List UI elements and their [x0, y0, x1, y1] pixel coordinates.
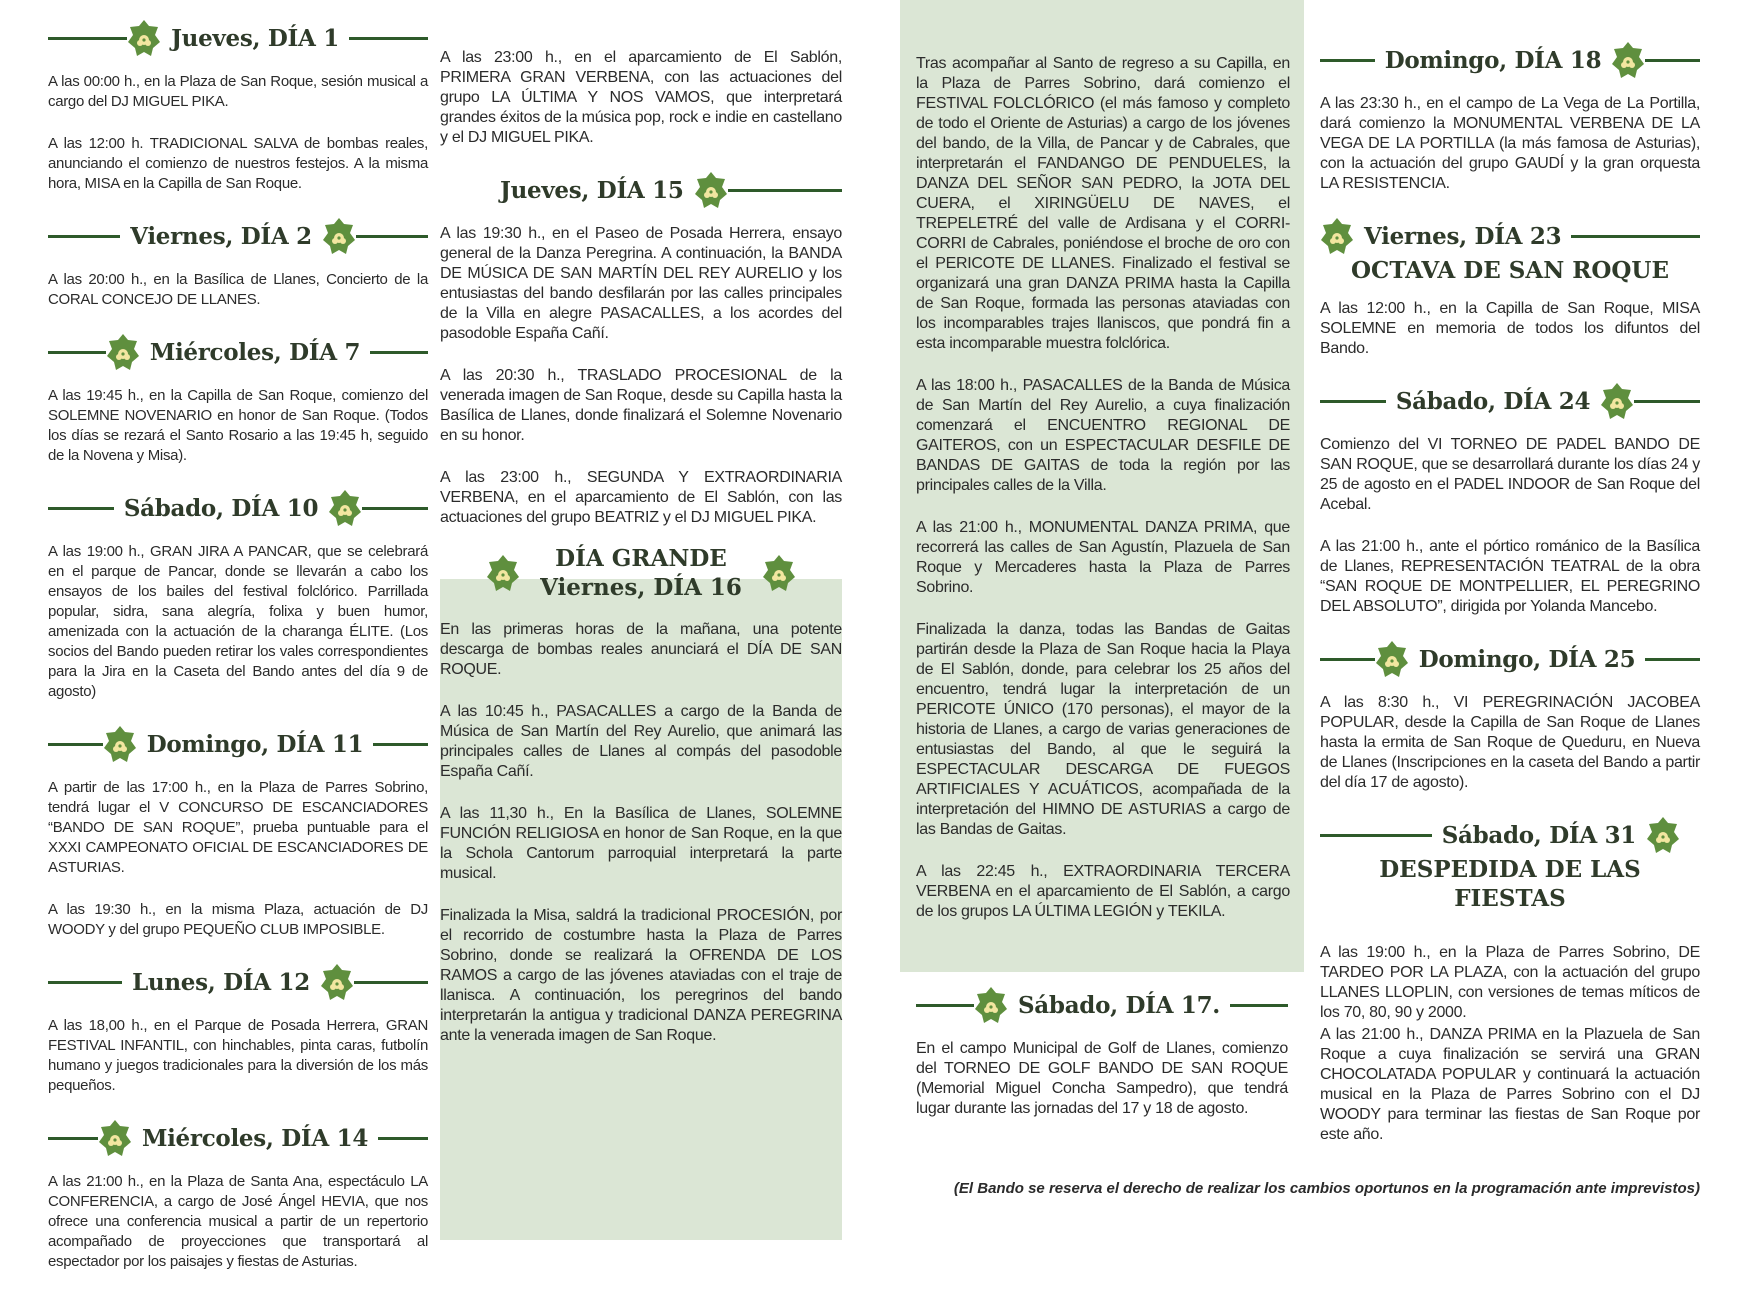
- divider: [1320, 658, 1375, 661]
- divider: [1571, 235, 1700, 238]
- event-text: En el campo Municipal de Golf de Llanes, comienzo del TORNEO DE GOLF BANDO DE SAN ROQUE (Memorial Miguel Concha Sampedro), que tendrá lugar durante las jornadas del 17 y 18 de agosto.: [916, 1040, 1288, 1117]
- event-text: A las 21:00 h., en la Plaza de Santa Ana, espectáculo LA CONFERENCIA, a cargo de José Ángel HEVIA, que nos ofrece una conferencia musical a partir de un repertorio acompañado de proyecciones que transportará al espectador por los paisajes y fiestas de Asturias.: [48, 1173, 428, 1270]
- divider: [48, 235, 120, 238]
- leaf-icon: [1611, 40, 1645, 80]
- divider: [362, 507, 428, 510]
- event-text: Finalizada la Misa, saldrá la tradicional PROCESIÓN, por el recorrido de costumbre hasta la Plaza de Parres Sobrino, donde se realizará la OFRENDA DE LOS RAMOS a cargo de las jóvenes ataviadas con el traje de llanisca. A continuación, los peregrinos del bando interpretarán la antigua y tradicional DANZA PEREGRINA ante la venerada imagen de San Roque.: [440, 907, 842, 1044]
- event-text: En las primeras horas de la mañana, una potente descarga de bombas reales anunciará el DÍA DE SAN ROQUE.: [440, 621, 842, 678]
- column-3-panel: [900, 0, 1304, 972]
- event-text: A las 12:00 h., en la Capilla de San Roque, MISA SOLEMNE en memoria de todos los difuntos del Bando.: [1320, 300, 1700, 357]
- divider: [1320, 834, 1432, 837]
- event-text: A las 19:45 h., en la Capilla de San Roque, comienzo del SOLEMNE NOVENARIO en honor de San Roque. (Todos los días se rezará el Santo Rosario a las 19:45 h, seguido de la Novena y Misa).: [48, 387, 428, 464]
- day-title: Sábado, DÍA 17.: [1018, 991, 1221, 1019]
- event-text: A las 19:30 h., en la misma Plaza, actuación de DJ WOODY y del grupo PEQUEÑO CLUB IMPOSIBLE.: [48, 901, 428, 938]
- divider: [356, 235, 428, 238]
- spacer: [1680, 834, 1700, 837]
- day-title-line: DÍA GRANDE: [555, 545, 727, 572]
- header-dia-grande: [440, 544, 842, 602]
- event-text: A las 23:00 h., SEGUNDA Y EXTRAORDINARIA VERBENA, en el aparcamiento de El Sablón, con las actuaciones del grupo BEATRIZ y el DJ MIGUEL PIKA.: [440, 469, 842, 526]
- divider: [48, 351, 106, 354]
- leaf-icon: [127, 18, 161, 58]
- divider: [378, 1137, 428, 1140]
- divider: [48, 981, 122, 984]
- event-text: A las 19:00 h., GRAN JIRA A PANCAR, que se celebrará en el parque de Pancar, donde se llevarán a cabo los ensayos de los bailes del festival folclórico. Parrillada popular, sidra, sana alegría, folixa y buen humor, amenizada con la actuación de la charanga ÉLITE. (Los socios del Bando pueden retirar los vales correspondientes para la Jira en la Caseta del Bando antes del día 9 de agosto): [48, 543, 428, 700]
- day-title: Domingo, DÍA 25: [1418, 645, 1636, 673]
- leaf-icon: [106, 332, 140, 372]
- leaf-icon: [328, 488, 362, 528]
- divider: [1645, 59, 1700, 62]
- day-title: Sábado, DÍA 10: [123, 494, 319, 522]
- spacer: [440, 189, 490, 192]
- leaf-icon: [322, 216, 356, 256]
- header-jueves-1: [48, 18, 428, 58]
- event-text: A las 20:30 h., TRASLADO PROCESIONAL de la venerada imagen de San Roque, desde su Capilla hasta la Basílica de Llanes, donde finalizará el Solemne Novenario en su honor.: [440, 367, 842, 444]
- header-domingo-18: [1320, 40, 1700, 80]
- header-viernes-2: [48, 216, 428, 256]
- event-text: A las 20:00 h., en la Basílica de Llanes, Concierto de la CORAL CONCEJO DE LLANES.: [48, 271, 428, 308]
- day-title: Sábado, DÍA 31: [1441, 821, 1636, 849]
- header-sabado-17: [916, 985, 1288, 1025]
- column-1: [48, 18, 428, 1294]
- disclaimer-note: (El Bando se reserva el derecho de realizar los cambios oportunos en la programación ante imprevistos): [953, 1180, 1700, 1197]
- day-title: Jueves, DÍA 15: [500, 176, 684, 204]
- event-text: Tras acompañar al Santo de regreso a su Capilla, en la Plaza de Parres Sobrino, dará comienzo el FESTIVAL FOLCLÓRICO (el más famoso y completo de todo el Oriente de Asturias) a cargo de los jóvenes del bando, de la Villa, de Pancar y de Cabrales, que interpretarán el FANDANGO DE PENDUELES, la DANZA DEL SEÑOR SAN PEDRO, la JOTA DEL CUERA, el XIRINGÜELU DE NAVES, el TREPELETRÉ del valle de Ardisana y el CORRI-CORRI de Cabrales, poniéndose el broche de oro con el PERICOTE DE LLANES. Finalizado el festival se organizará una gran DANZA PRIMA hasta la Capilla de San Roque, formada las personas ataviadas con los incomparables trajes llaniscos, que pondrá fin a esta incomparable muestra folclórica.: [916, 55, 1290, 352]
- day-title-line: Viernes, DÍA 16: [540, 574, 742, 601]
- header-domingo-11: [48, 724, 428, 764]
- event-text: A las 21:00 h., MONUMENTAL DANZA PRIMA, que recorrerá las calles de San Agustín, Plazuela de San Roque y Mercaderes hasta la Plaza de Parres Sobrino.: [916, 519, 1290, 596]
- header-domingo-25: [1320, 639, 1700, 679]
- event-text: A las 18:00 h., PASACALLES de la Banda de Música de San Martín del Rey Aurelio, a cuya finalización comenzará el ENCUENTRO REGIONAL DE GAITEROS, con un ESPECTACULAR DESFILE DE BANDAS DE GAITAS de toda la región por las principales calles de la Villa.: [916, 377, 1290, 494]
- header-jueves-15: [440, 170, 842, 210]
- leaf-icon: [1375, 639, 1409, 679]
- day-title: Jueves, DÍA 1: [171, 24, 339, 52]
- leaf-icon: [974, 985, 1008, 1025]
- divider: [1645, 658, 1700, 661]
- divider: [48, 1137, 98, 1140]
- header-sabado-10: [48, 488, 428, 528]
- divider: [1320, 59, 1375, 62]
- event-text: A las 11,30 h., En la Basílica de Llanes, SOLEMNE FUNCIÓN RELIGIOSA en honor de San Roque, en la que la Schola Cantorum parroquial interpretará la parte musical.: [440, 805, 842, 882]
- event-text: A las 19:00 h., en la Plaza de Parres Sobrino, DE TARDEO POR LA PLAZA, con la actuación del grupo LLANES LLOPLIN, con versiones de temas míticos de los 70, 80, 90 y 2000.: [1320, 944, 1700, 1021]
- day-title: Miércoles, DÍA 14: [141, 1124, 369, 1152]
- divider: [1230, 1004, 1288, 1007]
- day-subtitle: DESPEDIDA DE LAS FIESTAS: [1379, 856, 1641, 912]
- event-text: Finalizada la danza, todas las Bandas de Gaitas partirán desde la Plaza de San Roque hacia la Playa de El Sablón, donde, para celebrar los 25 años del encuentro, tendrá lugar la interpretación de un PERICOTE ÚNICO (170 personas), el mayor de la historia de Llanes, a cargo de varias generaciones de entusiastas del Bando, al que le seguirá la ESPECTACULAR DESCARGA DE FUEGOS ARTIFICIALES Y ACUÁTICOS, acompañada de la interpretación del HIMNO DE ASTURIAS a cargo de las Bandas de Gaitas.: [916, 621, 1290, 838]
- event-text: A las 00:00 h., en la Plaza de San Roque, sesión musical a cargo del DJ MIGUEL PIKA.: [48, 73, 428, 110]
- leaf-icon: [320, 962, 354, 1002]
- day-title: Miércoles, DÍA 7: [149, 338, 361, 366]
- event-text: Comienzo del VI TORNEO DE PADEL BANDO DE SAN ROQUE, que se desarrollará durante los días 24 y 25 de agosto en el PADEL INDOOR de San Roque del Acebal.: [1320, 436, 1700, 513]
- event-text: A las 23:00 h., en el aparcamiento de El Sablón, PRIMERA GRAN VERBENA, con las actuaciones del grupo LA ÚLTIMA Y NOS VAMOS, que interpretará grandes éxitos de la música pop, rock e indie en castellano y el DJ MIGUEL PIKA.: [440, 49, 842, 146]
- event-text: A las 23:30 h., en el campo de La Vega de La Portilla, dará comienzo la MONUMENTAL VERBENA DE LA VEGA DE LA PORTILLA (la más famosa de Asturias), con la actuación del grupo GAUDÍ y la gran orquesta LA RESISTENCIA.: [1320, 95, 1700, 192]
- divider: [370, 351, 428, 354]
- divider: [48, 743, 103, 746]
- event-text: A las 21:00 h., ante el pórtico románico de la Basílica de Llanes, REPRESENTACIÓN TEATRAL de la obra “SAN ROQUE DE MONTPELLIER, EL PEREGRINO DEL ABSOLUTO”, dirigida por Yolanda Mancebo.: [1320, 538, 1700, 615]
- event-text: A las 8:30 h., VI PEREGRINACIÓN JACOBEA POPULAR, desde la Capilla de San Roque de Llanes hasta la ermita de San Roque de Queduru, en Nueva de Llanes (Inscripciones en la caseta del Bando a partir del día 17 de agosto).: [1320, 694, 1700, 791]
- leaf-icon: [103, 724, 137, 764]
- leaf-icon: [98, 1118, 132, 1158]
- event-text: A las 10:45 h., PASACALLES a cargo de la Banda de Música de San Martín del Rey Aurelio, que animará las principales calles de Llanes al compás del pasodoble España Cañí.: [440, 703, 842, 780]
- header-sabado-31: [1320, 815, 1700, 855]
- day-title: Viernes, DÍA 23: [1364, 222, 1562, 250]
- event-text: A las 19:30 h., en el Paseo de Posada Herrera, ensayo general de la Danza Peregrina. A continuación, la BANDA DE MÚSICA DE SAN MARTÍN DEL REY AURELIO y los entusiastas del bando desfilarán por las calles principales de la Villa en alegre PASACALLES, a los acordes del pasodoble España Cañí.: [440, 225, 842, 342]
- header-sabado-24: [1320, 381, 1700, 421]
- header-lunes-12: [48, 962, 428, 1002]
- day-title: Viernes, DÍA 2: [130, 222, 312, 250]
- leaf-icon: [762, 553, 796, 593]
- day-title: Domingo, DÍA 18: [1384, 46, 1602, 74]
- divider: [48, 37, 127, 40]
- column-3-bottom: [900, 985, 1304, 1141]
- event-text: A las 22:45 h., EXTRAORDINARIA TERCERA VERBENA en el aparcamiento de El Sablón, a cargo de los grupos LA ÚLTIMA LEGIÓN y TEKILA.: [916, 863, 1290, 920]
- event-text: A las 12:00 h. TRADICIONAL SALVA de bombas reales, anunciando el comienzo de nuestros festejos. A la misma hora, MISA en la Capilla de San Roque.: [48, 135, 428, 192]
- leaf-icon: [694, 170, 728, 210]
- header-viernes-23: [1320, 216, 1700, 256]
- divider: [1320, 400, 1386, 403]
- header-miercoles-7: [48, 332, 428, 372]
- divider: [354, 981, 428, 984]
- event-text: A las 21:00 h., DANZA PRIMA en la Plazuela de San Roque a cuya finalización se servirá una GRAN CHOCOLATADA POPULAR y continuará la actuación musical en la Plaza de Parres Sobrino con el DJ WOODY para terminar las fiestas de San Roque por este año.: [1320, 1026, 1700, 1143]
- column-2: [440, 48, 842, 1068]
- divider: [1634, 400, 1700, 403]
- divider: [728, 189, 842, 192]
- column-4: [1320, 40, 1700, 1167]
- day-subtitle: OCTAVA DE SAN ROQUE: [1350, 257, 1670, 284]
- divider: [373, 743, 428, 746]
- leaf-icon: [1320, 216, 1354, 256]
- leaf-icon: [1600, 381, 1634, 421]
- leaf-icon: [486, 553, 520, 593]
- day-title: Domingo, DÍA 11: [146, 730, 364, 758]
- divider: [349, 37, 428, 40]
- day-title: Lunes, DÍA 12: [132, 968, 310, 996]
- event-text: A las 18,00 h., en el Parque de Posada Herrera, GRAN FESTIVAL INFANTIL, con hinchables, pinta caras, futbolín humano y juegos tradicionales para la diversión de los más pequeños.: [48, 1017, 428, 1094]
- leaf-icon: [1646, 815, 1680, 855]
- day-title: [520, 544, 762, 602]
- event-text: A partir de las 17:00 h., en la Plaza de Parres Sobrino, tendrá lugar el V CONCURSO DE ESCANCIADORES “BANDO DE SAN ROQUE”, prueba puntuable para el XXXI CAMPEONATO OFICIAL DE ESCANCIADORES DE ASTURIAS.: [48, 779, 428, 876]
- divider: [48, 507, 114, 510]
- divider: [916, 1004, 974, 1007]
- day-title: Sábado, DÍA 24: [1395, 387, 1591, 415]
- header-miercoles-14: [48, 1118, 428, 1158]
